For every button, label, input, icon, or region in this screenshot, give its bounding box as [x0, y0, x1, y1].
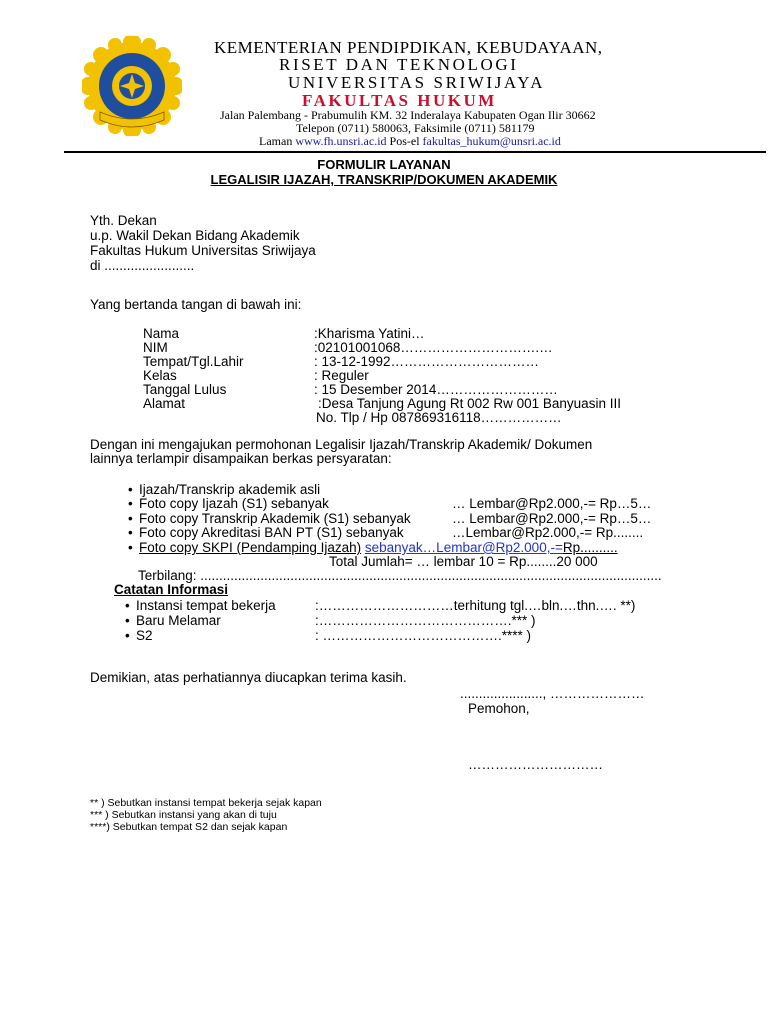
footnote-1: ** ) Sebutkan instansi tempat bekerja sejak kapan: [90, 797, 322, 809]
field-value-phone: No. Tlp / Hp 087869316118………………: [316, 410, 562, 425]
recipient-line-4: di ........................: [90, 258, 195, 273]
catatan-value-s2: : ………………………………….**** ): [315, 628, 532, 643]
field-label-tanggal-lulus: Tanggal Lulus: [143, 382, 227, 397]
catatan-value-baru-melamar: :…………………………………….*** ): [315, 613, 536, 628]
university-logo: [82, 36, 182, 136]
field-value-nim: :02101001068………………………….…: [314, 340, 553, 355]
field-value-ttl: : 13-12-1992……………………………: [314, 354, 540, 369]
address-line: Jalan Palembang - Prabumulih KM. 32 Inderalaya Kabupaten Ogan Ilir 30662: [220, 108, 596, 122]
field-label-nim: NIM: [143, 340, 168, 355]
field-value-nama: :Kharisma Yatini…: [314, 326, 425, 341]
recipient-line-1: Yth. Dekan: [90, 213, 157, 228]
terbilang-line: Terbilang: ...........................................................................................................................: [138, 568, 662, 583]
item-fc-skpi-price: Rp..........: [562, 540, 618, 555]
email-link[interactable]: fakultas_hukum@unsri.ac.id: [422, 134, 561, 148]
faculty-name: FAKULTAS HUKUM: [302, 91, 497, 110]
item-fc-transkrip-price: … Lembar@Rp2.000,-= Rp…5…: [452, 511, 652, 526]
item-fc-skpi: [139, 540, 618, 555]
item-fc-skpi-link[interactable]: sebanyak…Lembar@Rp2.000,-=: [364, 540, 563, 555]
catatan-title: Catatan Informasi: [114, 582, 229, 597]
item-fc-ijazah-price: … Lembar@Rp2.000,-= Rp…5…: [452, 496, 652, 511]
signature-line: …………………………: [468, 757, 603, 772]
item-ijazah-asli: • Ijazah/Transkrip akademik asli: [139, 482, 320, 497]
web-label: Laman: [259, 134, 293, 148]
intro-text: Yang bertanda tangan di bawah ini:: [90, 297, 302, 312]
field-value-kelas: : Reguler: [314, 368, 369, 383]
ministry-subname: RISET DAN TEKNOLOGI: [279, 55, 519, 74]
website-link[interactable]: www.fh.unsri.ac.id: [295, 134, 387, 148]
university-name: UNIVERSITAS SRIWIJAYA: [288, 73, 546, 92]
item-fc-ijazah: • Foto copy Ijazah (S1) sebanyak: [139, 496, 329, 511]
request-line-2: lainnya terlampir disampaikan berkas persyaratan:: [90, 451, 392, 466]
item-fc-akreditasi: • Foto copy Akreditasi BAN PT (S1) sebanyak: [139, 525, 404, 540]
catatan-label-baru-melamar: • Baru Melamar: [136, 613, 221, 628]
field-value-alamat: :Desa Tanjung Agung Rt 002 Rw 001 Banyuasin III: [318, 396, 621, 411]
field-label-nama: Nama: [143, 326, 180, 341]
field-value-tanggal-lulus: : 15 Desember 2014………………………: [314, 382, 558, 397]
catatan-label-instansi: • Instansi tempat bekerja: [136, 598, 276, 613]
closing-text: Demikian, atas perhatiannya diucapkan terima kasih.: [90, 670, 407, 685]
catatan-value-instansi: :…………………………terhitung tgl.…bln.…thn.…. **): [315, 598, 636, 613]
catatan-label-s2: • S2: [136, 628, 153, 643]
field-label-ttl: Tempat/Tgl.Lahir: [143, 354, 244, 369]
pemohon-label: Pemohon,: [468, 701, 530, 716]
total-line: Total Jumlah= … lembar 10 = Rp........20 000: [329, 554, 598, 569]
field-label-alamat: Alamat: [143, 396, 186, 411]
recipient-line-3: Fakultas Hukum Universitas Sriwijaya: [90, 243, 316, 258]
field-label-kelas: Kelas: [143, 368, 177, 383]
university-seal-icon: [82, 36, 182, 136]
form-title: FORMULIR LAYANAN: [317, 157, 451, 172]
header-divider: [64, 151, 766, 153]
recipient-line-2: u.p. Wakil Dekan Bidang Akademik: [90, 228, 300, 243]
request-line-1: Dengan ini mengajukan permohonan Legalisir Ijazah/Transkrip Akademik/ Dokumen: [90, 437, 593, 452]
footnote-3: ****) Sebutkan tempat S2 dan sejak kapan: [90, 821, 288, 833]
footnote-2: *** ) Sebutkan instansi yang akan di tuju: [90, 809, 277, 821]
email-label: Pos-el: [389, 134, 420, 148]
place-date: ......................, …………………: [460, 686, 645, 701]
web-line: [259, 134, 561, 149]
item-fc-akreditasi-price: …Lembar@Rp2.000,-= Rp........: [452, 525, 644, 540]
ministry-name: KEMENTERIAN PENDIPDIKAN, KEBUDAYAAN,: [214, 38, 603, 57]
form-subtitle: LEGALISIR IJAZAH, TRANSKRIP/DOKUMEN AKADEMIK: [210, 172, 558, 187]
item-fc-skpi-name: Foto copy SKPI (Pendamping Ijazah): [139, 540, 362, 555]
phone-line: Telepon (0711) 580063, Faksimile (0711) 581179: [296, 121, 535, 135]
item-fc-transkrip: • Foto copy Transkrip Akademik (S1) sebanyak: [139, 511, 411, 526]
